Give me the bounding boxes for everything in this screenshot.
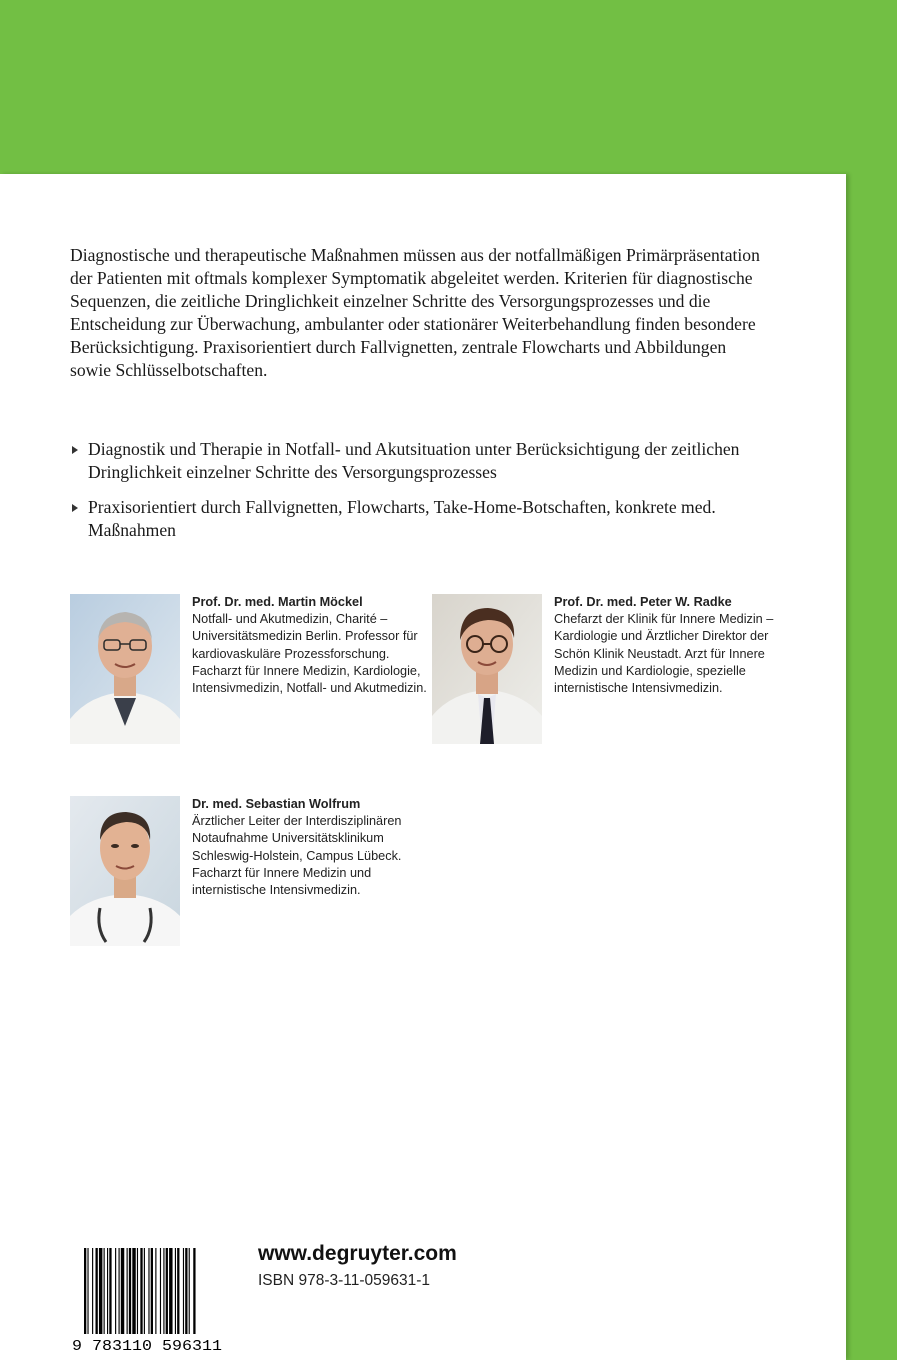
author-description: Ärztlicher Leiter der Interdisziplinären Notaufnahme Universitätsklinikum Schleswig-Holstein, Campus Lübeck. Facharzt für Innere Medizin und internistische Intensivmedizin. — [192, 814, 402, 898]
publisher-url: www.degruyter.com — [258, 1242, 457, 1265]
isbn-barcode — [70, 1246, 226, 1352]
back-cover-panel — [0, 174, 846, 1360]
triangle-bullet-icon — [72, 504, 78, 512]
author-bio — [192, 796, 428, 899]
author-name: Prof. Dr. med. Peter W. Radke — [554, 595, 732, 609]
feature-item — [70, 496, 790, 542]
author-bio — [192, 594, 428, 697]
author-name: Prof. Dr. med. Martin Möckel — [192, 595, 363, 609]
feature-text: Praxisorientiert durch Fallvignetten, Flowcharts, Take-Home-Botschaften, konkrete med. Maßnahmen — [88, 497, 716, 540]
author-photo — [70, 796, 180, 946]
author-description: Notfall- und Akutmedizin, Charité – Universitätsmedizin Berlin. Professor für kardiovaskuläre Prozessforschung. Facharzt für Innere Medizin, Kardiologie, Intensivmedizin, Notfall- und Akutmedizin. — [192, 612, 427, 696]
feature-item — [70, 438, 790, 484]
author-description: Chefarzt der Klinik für Innere Medizin – Kardiologie und Ärztlicher Direktor der Schön Klinik Neustadt. Arzt für Innere Medizin und Kardiologie, spezielle internistische Intensivmedizin. — [554, 612, 774, 696]
feature-text: Diagnostik und Therapie in Notfall- und Akutsituation unter Berücksichtigung der zeitlichen Dringlichkeit einzelner Schritte des Versorgungsprozesses — [88, 439, 740, 482]
author-photo — [70, 594, 180, 744]
intro-paragraph: Diagnostische und therapeutische Maßnahmen müssen aus der notfallmäßigen Primärpräsentation der Patienten mit oftmals komplexer Symptomatik abgeleitet werden. Kriterien für diagnostische Sequenzen, die zeitliche Dringlichkeit einzelner Schritte des Versorgungsprozesses und die Entscheidung zur Überwachung, ambulanter oder stationärer Weiterbehandlung finden besondere Berücksichtigung. Praxisorientiert durch Fallvignetten, zentrale Flowcharts und Abbildungen sowie Schlüsselbotschaften. — [70, 245, 760, 380]
author-card-moeckel — [70, 594, 430, 744]
triangle-bullet-icon — [72, 446, 78, 454]
barcode-digits: 9 783110 596311 — [72, 1338, 222, 1352]
author-bio — [554, 594, 790, 697]
feature-list — [70, 438, 790, 554]
author-card-wolfrum — [70, 796, 430, 946]
author-name: Dr. med. Sebastian Wolfrum — [192, 797, 361, 811]
author-photo — [432, 594, 542, 744]
author-card-radke — [432, 594, 792, 744]
isbn-number: ISBN 978-3-11-059631-1 — [258, 1272, 431, 1289]
publisher-info — [258, 1242, 457, 1290]
